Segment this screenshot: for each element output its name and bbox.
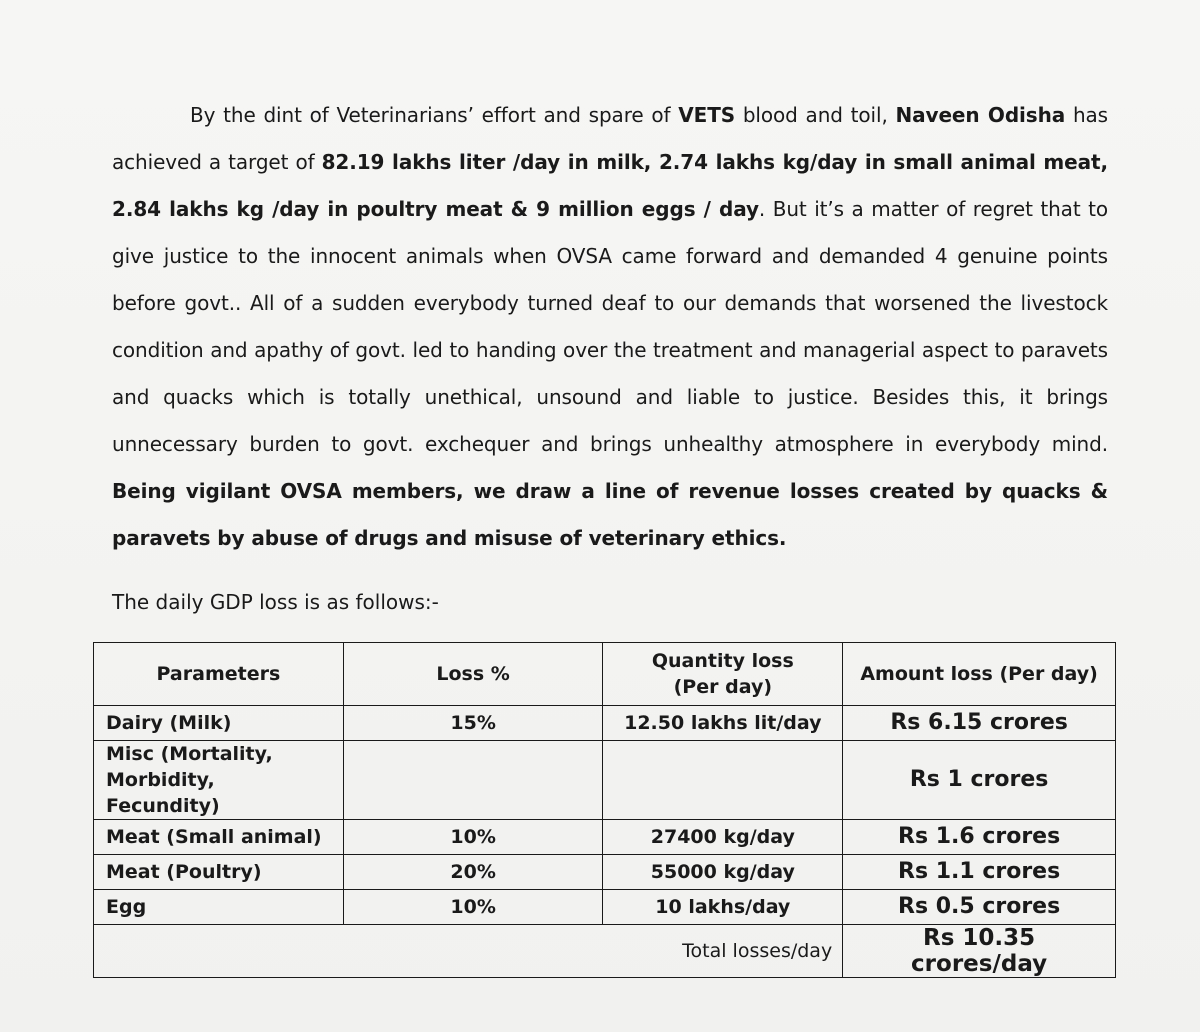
para-segment-4: . But it’s a matter of regret that to give justice to the innocent animals when OVSA came forward and demanded 4 genuine points before govt.. All of a sudden everybody turned deaf to our demands that worsened the livestock condition and apathy of govt. led to handing over the treatment and managerial aspect to paravets and quacks which is totally unethical, unsound and liable to justice. Besides this, it brings unnecessary burden to govt. exchequer and brings unhealthy atmosphere in everybody mind. [112,197,1108,456]
table-row [94,890,1116,925]
body-paragraph [112,92,1108,562]
para-segment-1: By the dint of Veterinarians’ effort and spare of [190,103,679,127]
cell-parameter: Meat (Small animal) [94,820,344,855]
cell-quantity: 55000 kg/day [603,855,843,890]
cell-loss: 20% [343,855,603,890]
cell-quantity: 10 lakhs/day [603,890,843,925]
cell-quantity [603,741,843,820]
table-total-row [94,925,1116,978]
cell-parameter: Dairy (Milk) [94,706,344,741]
para-bold-vets: VETS [678,103,736,127]
header-loss-pct: Loss % [343,643,603,706]
cell-loss: 15% [343,706,603,741]
cell-amount: Rs 6.15 crores [843,706,1116,741]
para-bold-ovsa-statement: Being vigilant OVSA members, we draw a line of revenue losses created by quacks & paravets by abuse of drugs and misuse of veterinary ethics. [112,479,1108,550]
total-value: Rs 10.35 crores/day [843,925,1116,978]
header-quantity-loss [603,643,843,706]
table-row [94,820,1116,855]
cell-loss: 10% [343,820,603,855]
para-bold-naveen-odisha: Naveen Odisha [895,103,1066,127]
cell-amount: Rs 1.1 crores [843,855,1116,890]
cell-amount: Rs 0.5 crores [843,890,1116,925]
table-header-row [94,643,1116,706]
total-label: Total losses/day [94,925,843,978]
header-parameters: Parameters [94,643,344,706]
para-bold-targets: 82.19 lakhs liter /day in milk, 2.74 lakhs kg/day in small animal meat, 2.84 lakhs kg /day in poultry meat & 9 million eggs / day [112,150,1108,221]
header-amount-loss: Amount loss (Per day) [843,643,1116,706]
cell-amount: Rs 1 crores [843,741,1116,820]
cell-parameter: Meat (Poultry) [94,855,344,890]
cell-parameter-line2: Morbidity, Fecundity) [106,769,220,817]
cell-loss [343,741,603,820]
header-quantity-line2: (Per day) [673,676,773,698]
paragraph-text [112,92,1108,562]
gdp-intro-line: The daily GDP loss is as follows:- [112,590,439,614]
cell-quantity: 27400 kg/day [603,820,843,855]
header-quantity-line1: Quantity loss [651,650,794,672]
cell-loss: 10% [343,890,603,925]
para-segment-3: has achieved a target of [112,103,1108,174]
gdp-loss-table [93,642,1116,978]
table-row [94,741,1116,820]
para-segment-2: blood and toil, [735,103,896,127]
cell-parameter [94,741,344,820]
table-row [94,706,1116,741]
cell-amount: Rs 1.6 crores [843,820,1116,855]
cell-parameter-line1: Misc (Mortality, [106,743,273,765]
table-row [94,855,1116,890]
cell-parameter: Egg [94,890,344,925]
cell-quantity: 12.50 lakhs lit/day [603,706,843,741]
